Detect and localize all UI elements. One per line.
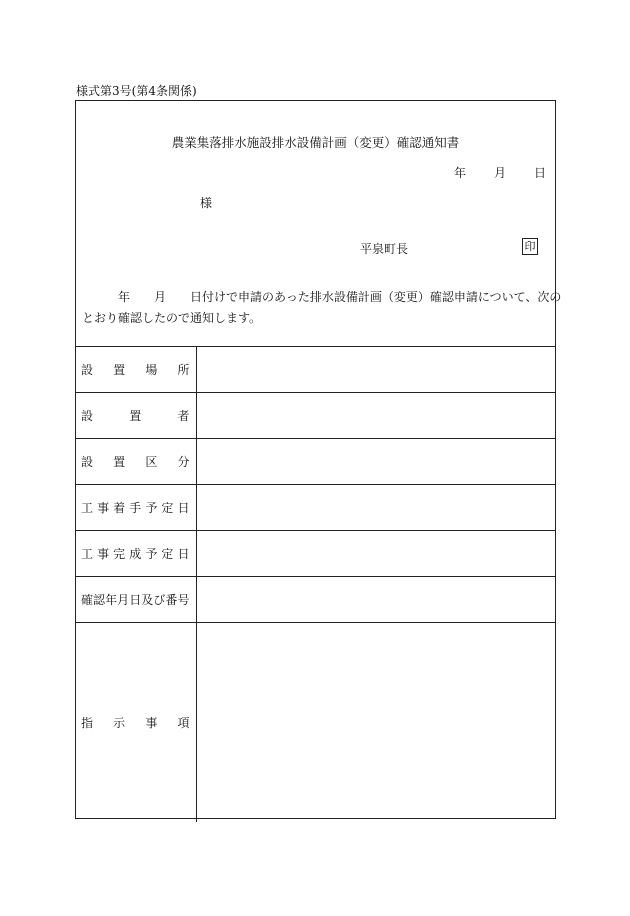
table-row <box>75 531 556 577</box>
issue-date <box>454 164 546 181</box>
details-table <box>75 346 556 822</box>
row-label-confirmation: 確認年月日及び番号 <box>75 577 196 623</box>
table-row <box>75 485 556 531</box>
document-title: 農業集落排水施設排水設備計画（変更）確認通知書 <box>171 135 460 150</box>
row-value-instructions <box>196 623 556 823</box>
body-line-1: 年 月 日付けで申請のあった排水設備計画（変更）確認申請について、次の <box>82 290 562 304</box>
row-value-confirmation <box>196 577 556 623</box>
table-row <box>75 439 556 485</box>
row-label-instructions: 指示事項 <box>75 623 196 823</box>
row-value-location <box>196 347 556 393</box>
row-label-completion-date: 工事完成予定日 <box>75 531 196 577</box>
row-label-installer: 設置者 <box>75 393 196 439</box>
month-label: 月 <box>493 166 506 180</box>
table-row <box>75 347 556 393</box>
year-label: 年 <box>454 166 467 180</box>
notice-body <box>82 287 562 329</box>
row-label-location: 設置場所 <box>75 347 196 393</box>
row-value-completion-date <box>196 531 556 577</box>
recipient-suffix: 様 <box>200 196 213 210</box>
row-value-installer <box>196 393 556 439</box>
table-row <box>75 577 556 623</box>
row-value-category <box>196 439 556 485</box>
row-label-start-date: 工事着手予定日 <box>75 485 196 531</box>
issuer-name: 平泉町長 <box>360 242 409 256</box>
table-row <box>75 623 556 823</box>
row-value-start-date <box>196 485 556 531</box>
notice-frame <box>75 100 562 819</box>
form-number: 様式第3号(第4条関係) <box>76 84 197 98</box>
row-label-category: 設置区分 <box>75 439 196 485</box>
seal-stamp: 印 <box>522 238 538 255</box>
day-label: 日 <box>533 166 546 180</box>
body-line-2: とおり確認したので通知します。 <box>82 311 262 325</box>
table-row <box>75 393 556 439</box>
